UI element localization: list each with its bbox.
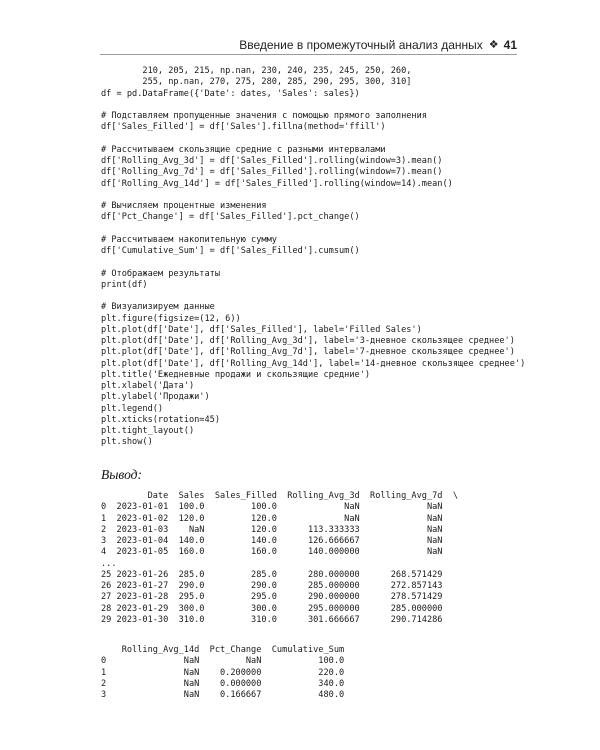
output-line: 3 NaN 0.166667 480.0 [101, 690, 345, 700]
code-line: # Визуализируем данные [101, 302, 215, 313]
output-line: Rolling_Avg_14d Pct_Change Cumulative_Sum [101, 645, 345, 655]
output-line: 1 NaN 0.200000 220.0 [101, 667, 345, 678]
output-table-1 [101, 491, 458, 626]
code-line: # Вычисляем процентные изменения [101, 201, 267, 211]
code-line: df['Rolling_Avg_14d'] = df['Sales_Filled'].rolling(window=14).mean() [101, 178, 453, 189]
output-line: 2 2023-01-03 NaN 120.0 113.333333 NaN [101, 524, 443, 535]
output-line: 29 2023-01-30 310.0 310.0 301.666667 290.714286 [101, 614, 443, 625]
output-line: 26 2023-01-27 290.0 290.0 285.000000 272.857143 [101, 581, 443, 591]
code-line: plt.legend() [101, 403, 164, 414]
code-line: 255, np.nan, 270, 275, 280, 285, 290, 295, 300, 310] [101, 77, 412, 88]
output-line: 28 2023-01-29 300.0 300.0 295.000000 285.000000 [101, 603, 443, 614]
output-table-2 [101, 645, 344, 701]
code-line: plt.tight_layout() [101, 426, 195, 436]
code-line: plt.title('Ежедневные продажи и скользящие средние') [101, 369, 371, 380]
running-title: Введение в промежуточный анализ данных [239, 38, 483, 52]
code-line: plt.show() [101, 437, 153, 448]
code-line: plt.plot(df['Date'], df['Sales_Filled'], label='Filled Sales') [101, 324, 422, 335]
code-line: plt.plot(df['Date'], df['Rolling_Avg_14d'], label='14-дневное скользящее среднее') [101, 358, 526, 369]
code-line: # Подставляем пропущенные значения с помощью прямого заполнения [101, 111, 427, 121]
code-line: plt.ylabel('Продажи') [101, 392, 210, 403]
page-header [100, 38, 517, 55]
code-line: plt.xticks(rotation=45) [101, 414, 220, 425]
page-number: 41 [503, 38, 517, 52]
code-block [101, 66, 525, 449]
output-line: 1 2023-01-02 120.0 120.0 NaN NaN [101, 513, 443, 524]
code-line: # Рассчитываем скользящие средние с разными интервалами [101, 144, 386, 155]
code-line: df['Rolling_Avg_7d'] = df['Sales_Filled'].rolling(window=7).mean() [101, 167, 443, 178]
code-line: df['Cumulative_Sum'] = df['Sales_Filled'].cumsum() [101, 246, 360, 256]
code-line: 210, 205, 215, np.nan, 230, 240, 235, 245, 250, 260, [101, 66, 412, 76]
output-line: 2 NaN 0.000000 340.0 [101, 678, 345, 689]
code-line: # Рассчитываем накопительную сумму [101, 234, 277, 245]
output-line: Date Sales Sales_Filled Rolling_Avg_3d Rolling_Avg_7d \ [101, 491, 458, 501]
code-line: df['Sales_Filled'] = df['Sales'].fillna(method='ffill') [101, 122, 386, 133]
code-line: plt.figure(figsize=(12, 6)) [101, 313, 241, 324]
code-line: plt.plot(df['Date'], df['Rolling_Avg_3d'], label='3-дневное скользящее среднее') [101, 336, 515, 346]
code-line: # Отображаем результаты [101, 268, 220, 279]
output-line: 27 2023-01-28 295.0 295.0 290.000000 278.571429 [101, 592, 443, 603]
code-line: print(df) [101, 279, 148, 290]
code-line: plt.plot(df['Date'], df['Rolling_Avg_7d'], label='7-дневное скользящее среднее') [101, 347, 515, 358]
output-line: ... [101, 558, 117, 569]
code-line: df = pd.DataFrame({'Date': dates, 'Sales': sales}) [101, 88, 360, 99]
output-line: 4 2023-01-05 160.0 160.0 140.000000 NaN [101, 547, 443, 558]
code-line: df['Rolling_Avg_3d'] = df['Sales_Filled'].rolling(window=3).mean() [101, 156, 443, 166]
code-line: plt.xlabel('Дата') [101, 381, 195, 391]
output-line: 0 2023-01-01 100.0 100.0 NaN NaN [101, 502, 443, 513]
code-line: df['Pct_Change'] = df['Sales_Filled'].pct_change() [101, 212, 360, 223]
output-line: 0 NaN NaN 100.0 [101, 656, 345, 667]
output-label: Вывод: [101, 467, 142, 482]
output-line: 3 2023-01-04 140.0 140.0 126.666667 NaN [101, 536, 443, 546]
diamond-icon: ❖ [488, 39, 499, 51]
output-line: 25 2023-01-26 285.0 285.0 280.000000 268.571429 [101, 569, 443, 580]
